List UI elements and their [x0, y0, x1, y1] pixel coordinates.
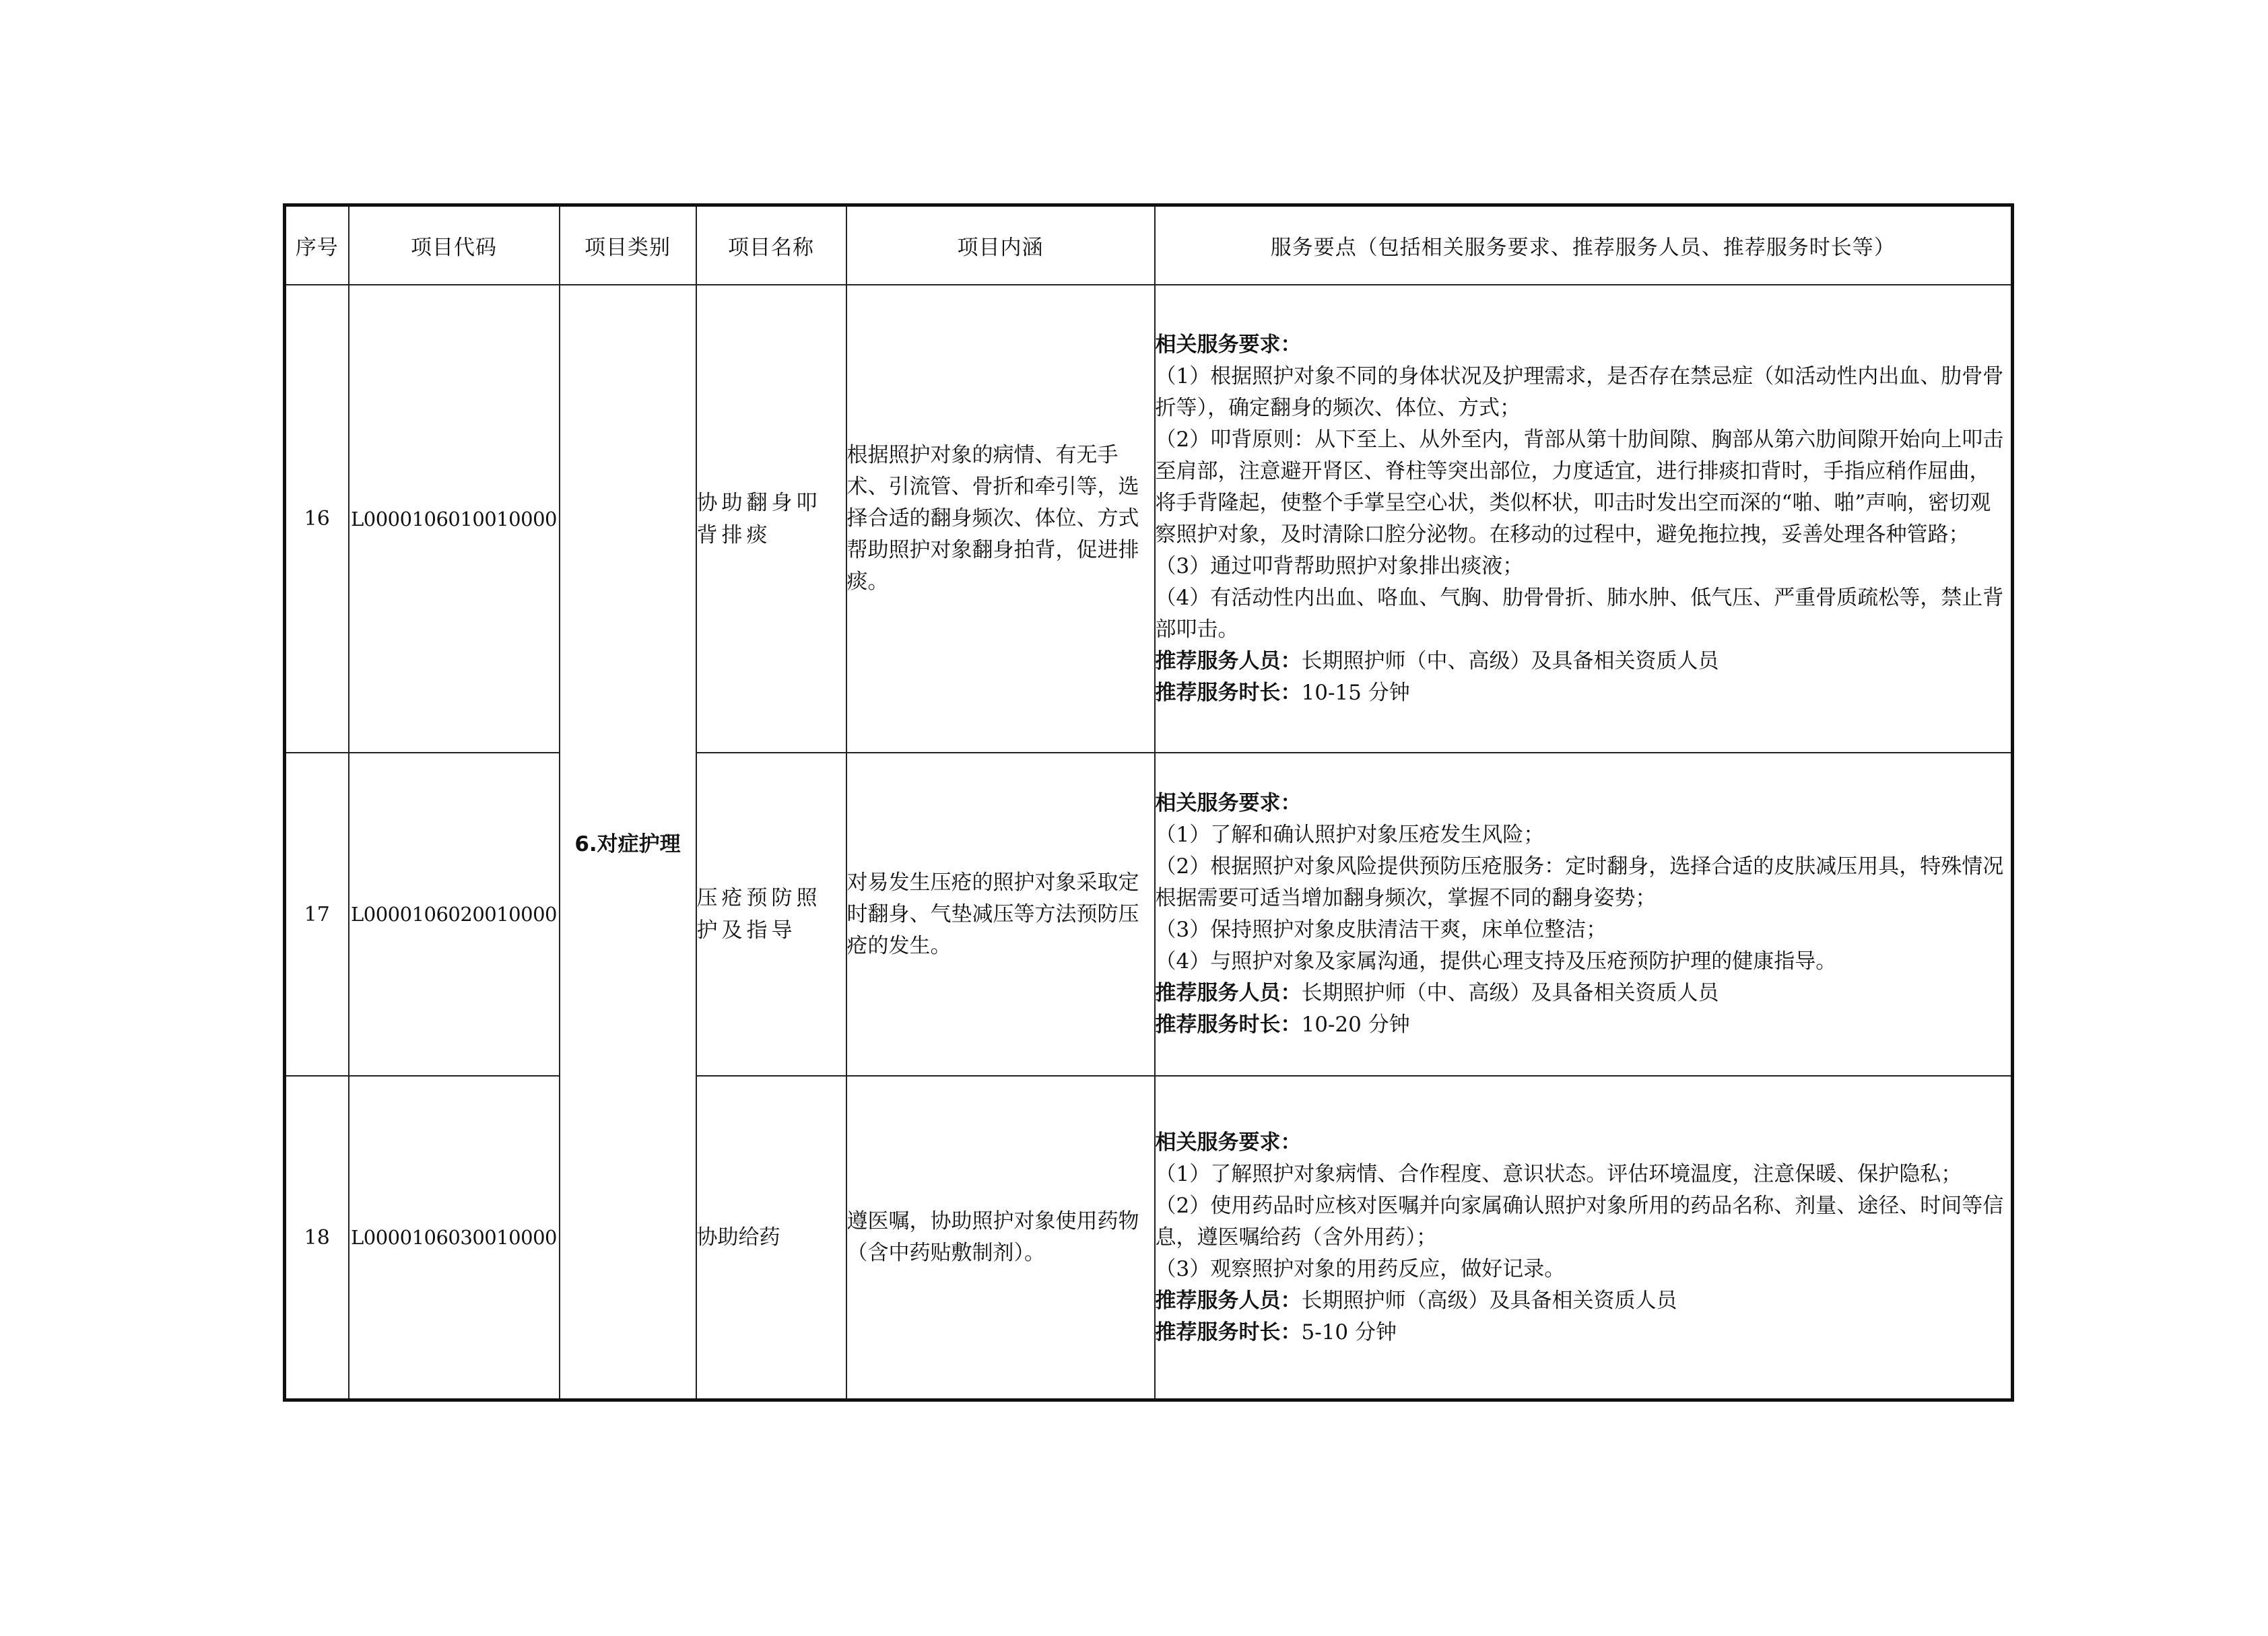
- recommended-staff: [1156, 978, 2011, 1009]
- staff-label: 推荐服务人员：: [1155, 648, 1302, 673]
- duration-label: 推荐服务时长：: [1155, 1320, 1302, 1344]
- cell-seq: 16: [285, 285, 349, 753]
- cell-name: [696, 753, 846, 1076]
- header-category: 项目类别: [560, 205, 696, 285]
- staff-label: 推荐服务人员：: [1155, 981, 1302, 1005]
- duration-value: 10-20 分钟: [1301, 1013, 1410, 1037]
- cell-service-points: [1155, 1076, 2013, 1400]
- requirement-item: （3）保持照护对象皮肤清洁干爽，床单位整洁；: [1155, 918, 1607, 942]
- duration-value: 5-10 分钟: [1301, 1320, 1397, 1344]
- recommended-duration: [1156, 677, 2011, 709]
- recommended-duration: [1156, 1009, 2011, 1041]
- table-row: [285, 1076, 2013, 1400]
- requirements-title: 相关服务要求：: [1155, 791, 1302, 815]
- requirement-item: （3）观察照护对象的用药反应，做好记录。: [1155, 1256, 1566, 1281]
- header-code: 项目代码: [349, 205, 560, 285]
- cell-seq: 18: [285, 1076, 349, 1400]
- requirement-item: （1）根据照护对象不同的身体状况及护理需求，是否存在禁忌症（如活动性内出血、肋骨骨折等），确定翻身的频次、体位、方式；: [1155, 364, 2004, 420]
- cell-service-points: [1155, 285, 2013, 753]
- service-items-table: [283, 203, 2014, 1402]
- recommended-staff: [1156, 1285, 2011, 1317]
- requirement-item: （2）根据照护对象风险提供预防压疮服务：定时翻身，选择合适的皮肤减压用具，特殊情况根据需要可适当增加翻身频次，掌握不同的翻身姿势；: [1155, 854, 2004, 910]
- requirement-item: （1）了解照护对象病情、合作程度、意识状态。评估环境温度，注意保暖、保护隐私；: [1155, 1161, 1962, 1186]
- staff-value: 长期照护师（中、高级）及具备相关资质人员: [1301, 648, 1719, 673]
- duration-label: 推荐服务时长：: [1155, 680, 1302, 705]
- staff-value: 长期照护师（中、高级）及具备相关资质人员: [1301, 981, 1719, 1005]
- recommended-duration: [1156, 1317, 2011, 1349]
- cell-seq: 17: [285, 753, 349, 1076]
- staff-label: 推荐服务人员：: [1155, 1288, 1302, 1313]
- cell-service-points: [1155, 753, 2013, 1076]
- requirement-item: （4）与照护对象及家属沟通，提供心理支持及压疮预防护理的健康指导。: [1155, 949, 1837, 974]
- requirements-title: 相关服务要求：: [1155, 1130, 1302, 1155]
- cell-code: L0000106010010000: [349, 285, 560, 753]
- cell-code: L0000106020010000: [349, 753, 560, 1076]
- item-name: 协助翻身叩背排痰: [696, 490, 822, 547]
- header-seq: 序号: [285, 205, 349, 285]
- header-service-points: 服务要点（包括相关服务要求、推荐服务人员、推荐服务时长等）: [1155, 205, 2013, 285]
- cell-category: 6.对症护理: [560, 285, 696, 1400]
- table-row: [285, 285, 2013, 753]
- item-name: 协助给药: [696, 1225, 780, 1250]
- cell-description: 遵医嘱，协助照护对象使用药物（含中药贴敷制剂）。: [846, 1076, 1155, 1400]
- duration-value: 10-15 分钟: [1301, 680, 1410, 705]
- cell-description: 根据照护对象的病情、有无手术、引流管、骨折和牵引等，选择合适的翻身频次、体位、方式帮助照护对象翻身拍背，促进排痰。: [846, 285, 1155, 753]
- header-description: 项目内涵: [846, 205, 1155, 285]
- requirement-item: （2）叩背原则：从下至上、从外至内，背部从第十肋间隙、胸部从第六肋间隙开始向上叩击至肩部，注意避开肾区、脊柱等突出部位，力度适宜，进行排痰扣背时，手指应稍作屈曲，将手背隆起，使整个手掌呈空心状，类似杯状，叩击时发出空而深的“啪、啪”声响，密切观察照护对象，及时清除口腔分泌物。在移动的过程中，避免拖拉拽，妥善处理各种管路；: [1155, 427, 2004, 547]
- duration-label: 推荐服务时长：: [1155, 1013, 1302, 1037]
- requirement-item: （2）使用药品时应核对医嘱并向家属确认照护对象所用的药品名称、剂量、途径、时间等信息，遵医嘱给药（含外用药）；: [1155, 1193, 2004, 1250]
- requirement-item: （4）有活动性内出血、咯血、气胸、肋骨骨折、肺水肿、低气压、严重骨质疏松等，禁止背部叩击。: [1155, 585, 2004, 642]
- table-row: [285, 753, 2013, 1076]
- cell-name: [696, 1076, 846, 1400]
- item-name: 压疮预防照护及指导: [696, 886, 822, 943]
- staff-value: 长期照护师（高级）及具备相关资质人员: [1301, 1288, 1677, 1313]
- recommended-staff: [1156, 646, 2011, 677]
- requirements-title: 相关服务要求：: [1155, 332, 1302, 357]
- header-name: 项目名称: [696, 205, 846, 285]
- requirement-item: （3）通过叩背帮助照护对象排出痰液；: [1155, 553, 1524, 578]
- cell-description: 对易发生压疮的照护对象采取定时翻身、气垫减压等方法预防压疮的发生。: [846, 753, 1155, 1076]
- cell-name: [696, 285, 846, 753]
- table-header-row: [285, 205, 2013, 285]
- cell-code: L0000106030010000: [349, 1076, 560, 1400]
- requirement-item: （1）了解和确认照护对象压疮发生风险；: [1155, 823, 1545, 847]
